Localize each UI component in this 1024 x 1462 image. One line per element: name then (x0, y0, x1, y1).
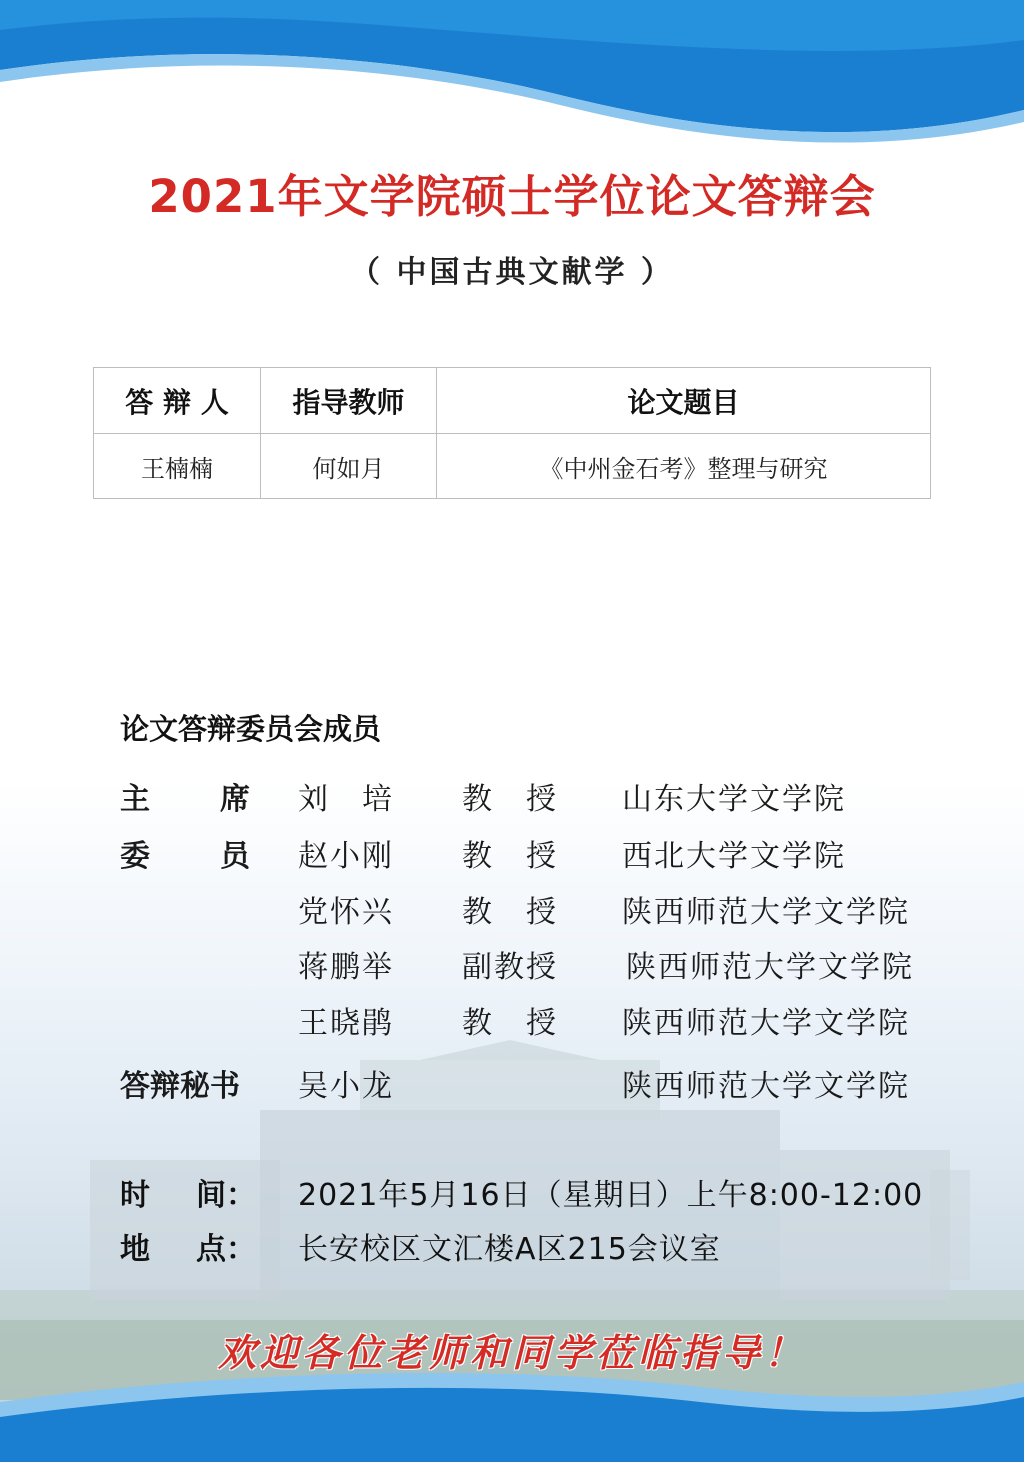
header-thesis-title: 论文题目 (437, 368, 931, 434)
top-wave-decoration (0, 0, 1024, 150)
member-institution: 西北大学文学院 (622, 839, 846, 874)
place-value: 长安校区文汇楼A区215会议室 (298, 1232, 721, 1267)
header-defender: 答 辩 人 (94, 368, 261, 434)
role-secretary: 答辩秘书 (120, 1069, 240, 1104)
cell-advisor: 何如月 (261, 434, 437, 499)
committee-row-member (0, 887, 1024, 931)
secretary-institution: 陕西师范大学文学院 (622, 1069, 910, 1104)
committee-row-secretary (0, 1061, 1024, 1105)
role-member (120, 831, 250, 875)
time-label-char-2: 间： (196, 1178, 256, 1213)
member-rank: 教 授 (462, 839, 558, 874)
role-member-char-2: 员 (220, 839, 250, 874)
member-name: 党怀兴 (298, 895, 394, 930)
time-label (120, 1170, 256, 1214)
member-name: 刘 培 (298, 782, 394, 817)
committee-row-chair (0, 774, 1024, 818)
role-member-char-1: 委 (120, 839, 150, 874)
place-label-char-2: 点： (196, 1232, 256, 1267)
member-institution: 陕西师范大学文学院 (622, 1006, 910, 1041)
member-name: 赵小刚 (298, 839, 394, 874)
cell-thesis-title: 《中州金石考》整理与研究 (437, 434, 931, 499)
time-label-char-1: 时 (120, 1178, 150, 1213)
page-title: 2021年文学院硕士学位论文答辩会 (148, 170, 876, 223)
role-chair-char-1: 主 (120, 782, 150, 817)
place-label-char-1: 地 (120, 1232, 150, 1267)
place-row (0, 1224, 1024, 1268)
member-name: 蒋鹏举 (298, 950, 394, 985)
welcome-slogan: 欢迎各位老师和同学莅临指导！ (217, 1330, 806, 1375)
member-rank: 教 授 (462, 1006, 558, 1041)
committee-row-member (0, 998, 1024, 1042)
header-advisor: 指导教师 (261, 368, 437, 434)
secretary-name: 吴小龙 (298, 1069, 394, 1104)
member-rank: 副教授 (462, 950, 558, 985)
time-value: 2021年5月16日（星期日）上午8:00-12:00 (298, 1178, 924, 1213)
role-chair (120, 774, 250, 818)
time-row (0, 1170, 1024, 1214)
member-institution: 陕西师范大学文学院 (626, 950, 914, 985)
committee-row-member (0, 942, 1024, 986)
member-name: 王晓鹃 (298, 1006, 394, 1041)
table-row (94, 434, 931, 499)
member-institution: 山东大学文学院 (622, 782, 846, 817)
member-rank: 教 授 (462, 782, 558, 817)
member-rank: 教 授 (462, 895, 558, 930)
committee-heading: 论文答辩委员会成员 (120, 712, 382, 746)
cell-defender: 王楠楠 (94, 434, 261, 499)
role-chair-char-2: 席 (220, 782, 250, 817)
page-subtitle: （ 中国古典文献学 ） (350, 255, 674, 290)
place-label (120, 1224, 256, 1268)
member-institution: 陕西师范大学文学院 (622, 895, 910, 930)
defense-table (93, 367, 931, 499)
table-header-row (94, 368, 931, 434)
committee-row-member (0, 831, 1024, 875)
